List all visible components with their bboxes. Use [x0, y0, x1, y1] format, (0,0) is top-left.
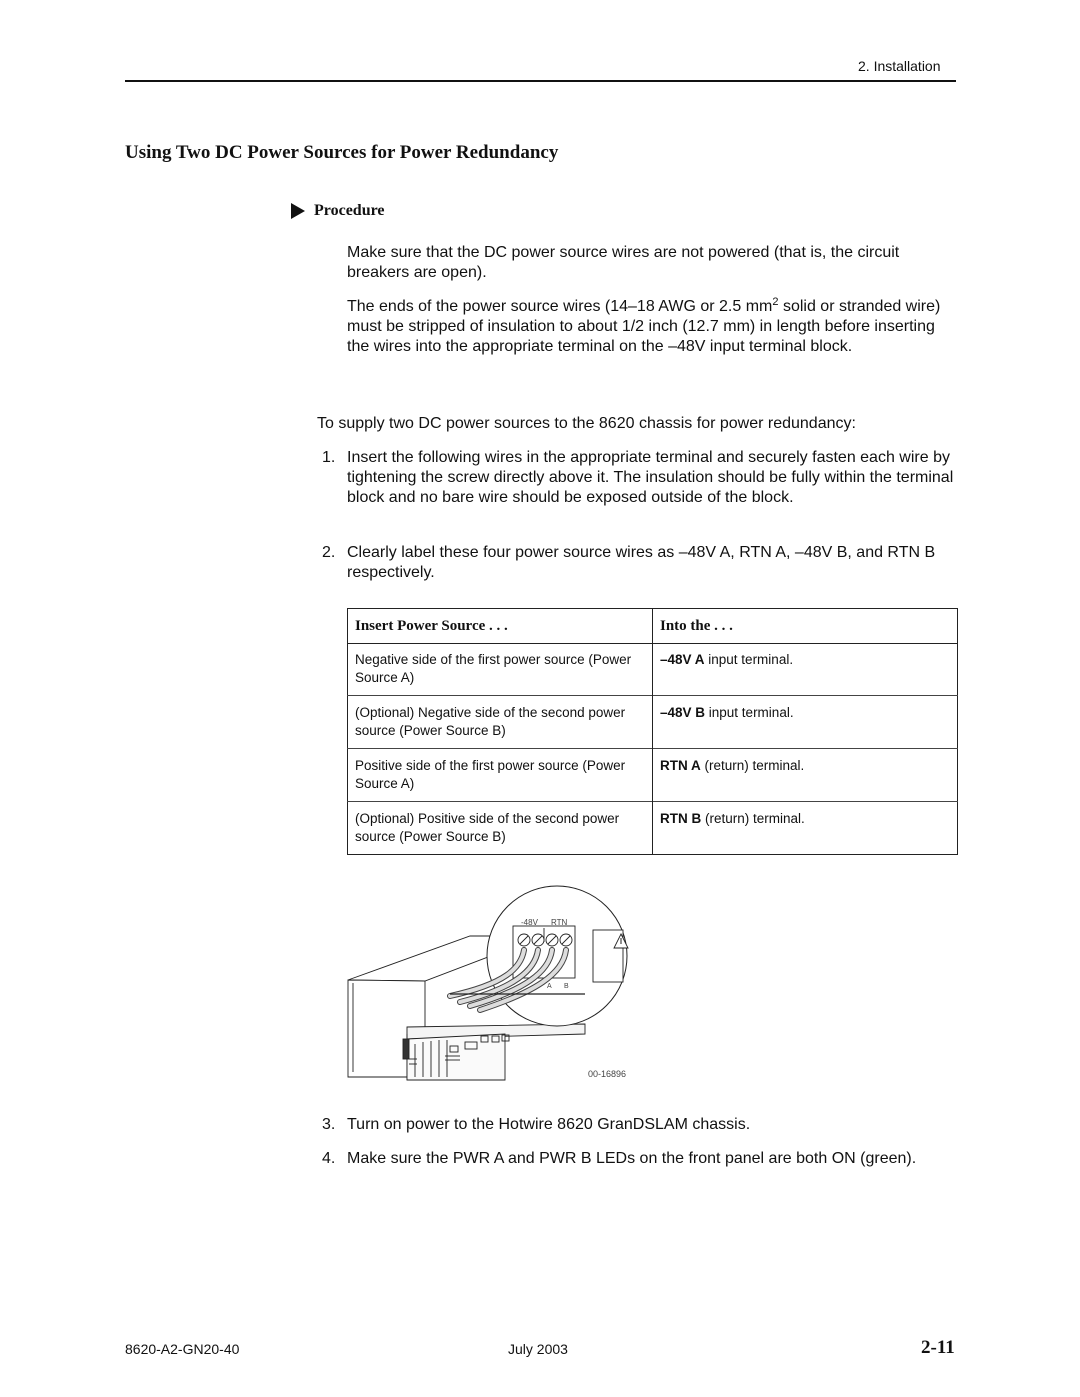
label-rtn: RTN — [551, 918, 568, 927]
terminal-cell — [653, 749, 958, 802]
terminal-desc: input terminal. — [704, 652, 794, 667]
terminal-desc: input terminal. — [705, 705, 794, 720]
source-cell: Positive side of the first power source (Power Source A) — [348, 749, 653, 802]
procedure-heading — [290, 202, 385, 220]
paragraph-breakers: Make sure that the DC power source wires are not powered (that is, the circuit breakers are open). — [347, 244, 900, 281]
table-row — [348, 644, 958, 696]
step-number: 1. — [322, 449, 336, 466]
source-cell: (Optional) Negative side of the second power source (Power Source B) — [348, 696, 653, 749]
terminal-desc: (return) terminal. — [700, 758, 805, 773]
terminal-name: –48V A — [660, 652, 705, 667]
step-1 — [322, 448, 958, 508]
table-row — [348, 802, 958, 855]
paragraph-wire-ends — [347, 297, 957, 357]
header-rule — [125, 80, 956, 82]
terminal-cell — [653, 802, 958, 855]
wire-ends-text-start: The ends of the power source wires (14–18 AWG or 2.5 mm — [347, 298, 773, 315]
paragraph-intro: To supply two DC power sources to the 8620 chassis for power redundancy: — [317, 415, 856, 432]
chassis-terminal-illustration — [345, 884, 635, 1084]
wire-ends-text-end: solid or stranded wire) must be stripped of insulation to about 1/2 inch (12.7 mm) in length before inserting the wires into the appropriate terminal on the –48V input terminal block. — [347, 298, 941, 355]
figure-id: 00-16896 — [588, 1069, 627, 1079]
running-header-chapter: 2. Installation — [858, 58, 941, 74]
step-text: Turn on power to the Hotwire 8620 GranDSLAM chassis. — [347, 1116, 751, 1133]
label-48v: -48V — [521, 918, 538, 927]
footer-doc-number: 8620-A2-GN20-40 — [125, 1341, 240, 1357]
source-cell: Negative side of the first power source (Power Source A) — [348, 644, 653, 696]
step-2 — [322, 543, 958, 583]
column-header-source: Insert Power Source . . . — [348, 609, 653, 644]
terminal-name: RTN B — [660, 811, 702, 826]
wire-terminal-table — [347, 608, 958, 855]
terminal-cell — [653, 644, 958, 696]
source-cell: (Optional) Positive side of the second power source (Power Source B) — [348, 802, 653, 855]
step-number: 3. — [322, 1116, 336, 1133]
step-number: 2. — [322, 544, 336, 561]
table-row — [348, 749, 958, 802]
table-row — [348, 696, 958, 749]
section-title: Using Two DC Power Sources for Power Redundancy — [125, 142, 559, 163]
footer-date: July 2003 — [508, 1341, 568, 1357]
terminal-name: –48V B — [660, 705, 706, 720]
terminal-name: RTN A — [660, 758, 701, 773]
terminal-cell — [653, 696, 958, 749]
terminal-desc: (return) terminal. — [701, 811, 805, 826]
triangle-arrow-icon — [290, 203, 306, 219]
superscript-two: 2 — [772, 296, 779, 308]
label-a: A — [547, 983, 552, 990]
page-number: 2-11 — [921, 1337, 955, 1358]
step-3 — [322, 1115, 958, 1135]
step-text: Insert the following wires in the appropriate terminal and securely fasten each wire by tightening the screw directly above it. The insulation should be fully within the terminal block and no bare wire should be exposed outside of the block. — [347, 449, 954, 506]
step-4 — [322, 1149, 958, 1169]
column-header-terminal: Into the . . . — [653, 609, 958, 644]
procedure-label: Procedure — [314, 202, 385, 219]
step-text: Make sure the PWR A and PWR B LEDs on the front panel are both ON (green). — [347, 1150, 917, 1167]
table-header-row — [348, 609, 958, 644]
step-number: 4. — [322, 1150, 336, 1167]
step-text: Clearly label these four power source wires as –48V A, RTN A, –48V B, and RTN B respectively. — [347, 544, 936, 581]
label-b: B — [564, 983, 569, 990]
